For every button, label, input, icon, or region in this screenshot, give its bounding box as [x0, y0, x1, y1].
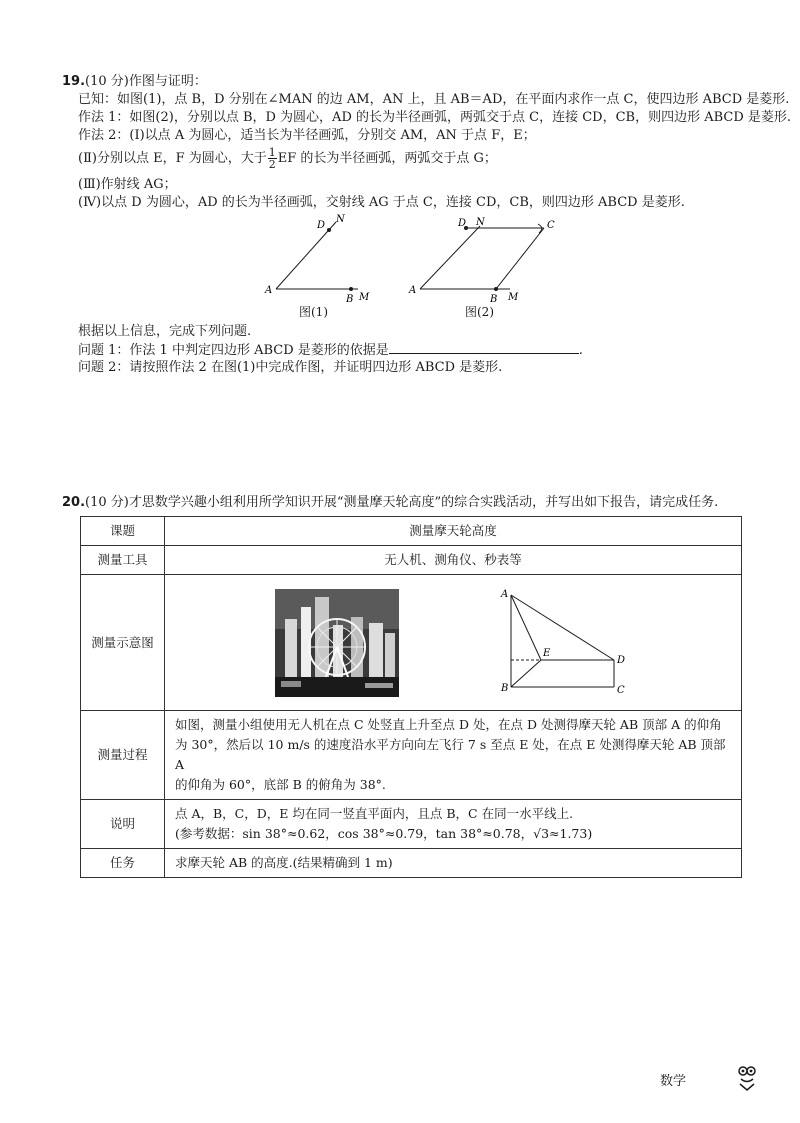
label-n: N	[476, 217, 485, 228]
q19-method2-ii-post: EF 的长为半径画弧，两弧交于点 G；	[277, 151, 497, 166]
label-d: D	[317, 220, 326, 231]
q20-title	[62, 494, 718, 512]
process-value	[165, 711, 742, 800]
answer-blank[interactable]	[389, 341, 579, 354]
q19-method2-ii-pre: (Ⅱ)分别以点 E，F 为圆心，大于	[78, 151, 267, 166]
table-row	[81, 517, 742, 546]
measurement-diagram	[499, 587, 649, 699]
tools-value: 无人机、测角仪、秒表等	[165, 546, 742, 575]
tools-label: 测量工具	[81, 546, 165, 575]
q19-method2-iii: (Ⅲ)作射线 AG；	[78, 177, 177, 192]
label-m: M	[359, 292, 370, 303]
task-value: 求摩天轮 AB 的高度.(结果精确到 1 m)	[165, 849, 742, 878]
table-row	[81, 711, 742, 800]
topic-value: 测量摩天轮高度	[165, 517, 742, 546]
city-skyline-image	[275, 589, 399, 697]
fraction-denominator: 2	[268, 158, 276, 171]
subject-label: 数学	[660, 1074, 687, 1089]
q20-header: (10 分)才思数学兴趣小组利用所学知识开展“测量摩天轮高度”的综合实践活动，并写出如下报告，请完成任务.	[85, 495, 719, 510]
q20-number: 20.	[62, 495, 86, 510]
q19-method2-iv: (Ⅳ)以点 D 为圆心，AD 的长为半径画弧，交射线 AG 于点 C，连接 CD，CB，则四边形 ABCD 是菱形.	[78, 195, 685, 210]
label-a: A	[409, 285, 417, 296]
half-fraction	[268, 147, 277, 170]
fraction-numerator: 1	[268, 146, 276, 159]
diagram-cell	[165, 575, 742, 711]
mascot-logo-icon	[735, 1062, 759, 1092]
point-b	[494, 287, 498, 291]
q19-known: 已知：如图(1)，点 B，D 分别在∠MAN 的边 AM，AN 上，且 AB＝AD，在平面内求作一点 C，使四边形 ABCD 是菱形.	[78, 92, 790, 107]
label-c: C	[617, 684, 625, 696]
q19-intro: 根据以上信息，完成下列问题.	[78, 324, 252, 339]
note-value	[165, 800, 742, 849]
q19-title	[62, 73, 207, 91]
figure-2	[404, 212, 564, 304]
figure-2-caption: 图(2)	[465, 305, 494, 319]
note-line: (参考数据：sin 38°≈0.62，cos 38°≈0.79，tan 38°≈0.78，√3≈1.73)	[175, 826, 593, 841]
table-row	[81, 546, 742, 575]
label-d: D	[617, 654, 626, 666]
q19-number: 19.	[62, 74, 86, 89]
topic-label: 课题	[81, 517, 165, 546]
label-c: C	[547, 220, 555, 231]
line-eb	[511, 660, 541, 687]
problem1-text: 问题 1：作法 1 中判定四边形 ABCD 是菱形的依据是	[78, 343, 389, 358]
task-label: 任务	[81, 849, 165, 878]
diagram-label: 测量示意图	[81, 575, 165, 711]
figure-1	[260, 212, 380, 304]
table-row	[81, 575, 742, 711]
q19-header: (10 分)作图与证明：	[85, 74, 207, 89]
label-b: B	[490, 294, 498, 304]
process-line: 的仰角为 60°，底部 B 的俯角为 38°.	[175, 777, 386, 792]
side-bc	[496, 228, 544, 289]
q19-method2-i: 作法 2：(Ⅰ)以点 A 为圆心，适当长为半径画弧，分别交 AM，AN 于点 F，E；	[78, 128, 536, 143]
label-m: M	[508, 292, 519, 303]
label-a: A	[265, 285, 273, 296]
label-b: B	[501, 682, 509, 694]
process-line: 为 30°，然后以 10 m/s 的速度沿水平方向向左飞行 7 s 至点 E 处，在点 E 处测得摩天轮 AB 顶部 A	[175, 737, 726, 772]
note-label: 说明	[81, 800, 165, 849]
process-label: 测量过程	[81, 711, 165, 800]
ferris-wheel-photo	[275, 589, 399, 697]
ray-an	[276, 222, 336, 289]
label-e: E	[543, 647, 551, 659]
label-d: D	[458, 218, 467, 229]
table-row	[81, 800, 742, 849]
process-line: 如图，测量小组使用无人机在点 C 处竖直上升至点 D 处，在点 D 处测得摩天轮 AB 顶部 A 的仰角	[175, 717, 722, 732]
figure-1-caption: 图(1)	[299, 305, 328, 319]
label-b: B	[346, 294, 354, 304]
q19-problem1	[78, 341, 583, 360]
q19-problem2: 问题 2：请按照作法 2 在图(1)中完成作图，并证明四边形 ABCD 是菱形.	[78, 360, 503, 375]
problem1-period: .	[578, 343, 583, 358]
table-row	[81, 849, 742, 878]
q19-method2-ii	[78, 147, 497, 170]
note-line: 点 A，B，C，D，E 均在同一竖直平面内，且点 B，C 在同一水平线上.	[175, 806, 574, 821]
label-a: A	[501, 588, 509, 600]
report-table	[80, 516, 742, 878]
label-n: N	[336, 214, 345, 225]
point-d	[327, 228, 331, 232]
point-b	[349, 287, 353, 291]
q19-method1: 作法 1：如图(2)，分别以点 B，D 为圆心，AD 的长为半径画弧，两弧交于点 C，连接 CD，CB，则四边形 ABCD 是菱形.	[78, 110, 792, 125]
side-ad	[420, 226, 480, 289]
